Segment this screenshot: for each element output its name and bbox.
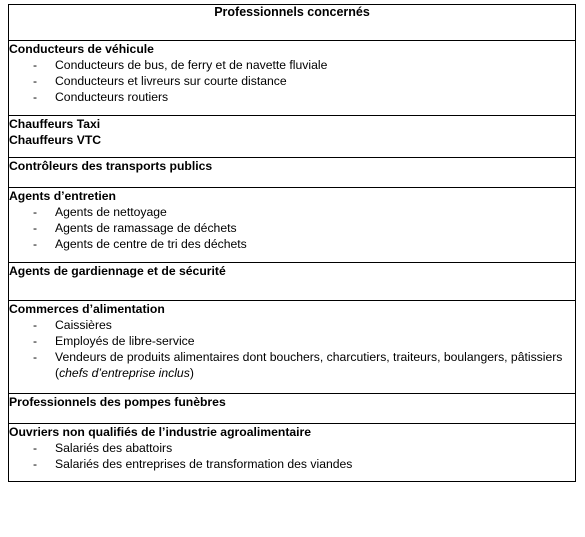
category-title: Contrôleurs des transports publics [9,159,213,173]
category-cell [9,41,576,116]
list-item [9,204,575,220]
dash-bullet: - [33,334,38,348]
list-item [9,317,575,333]
list-item [9,236,575,252]
list-item-text: Conducteurs de bus, de ferry et de navette fluviale [55,58,328,72]
category-title: Commerces d’alimentation [9,302,165,316]
category-title: Chauffeurs VTC [9,133,102,147]
dash-bullet: - [33,237,38,251]
category-cell [9,301,576,394]
list-item-text: Caissières [55,318,112,332]
list-item-text: Salariés des entreprises de transformation des viandes [55,457,353,471]
table-row [9,158,576,188]
table-row [9,263,576,301]
dash-bullet: - [33,90,38,104]
table-row [9,301,576,394]
list-item [9,73,575,89]
category-title: Agents de gardiennage et de sécurité [9,264,226,278]
table-row [9,188,576,263]
dash-bullet: - [33,318,38,332]
item-list [9,57,575,105]
table-row [9,394,576,424]
category-cell [9,424,576,482]
dash-bullet: - [33,350,38,364]
table-header: Professionnels concernés [9,5,576,41]
category-cell [9,188,576,263]
category-cell [9,116,576,158]
dash-bullet: - [33,441,38,455]
dash-bullet: - [33,74,38,88]
category-cell [9,263,576,301]
dash-bullet: - [33,221,38,235]
dash-bullet: - [33,457,38,471]
list-item [9,57,575,73]
list-item-text: Employés de libre-service [55,334,195,348]
list-item-text: Agents de nettoyage [55,205,167,219]
list-item-text: Salariés des abattoirs [55,441,173,455]
list-item: - Vendeurs de produits alimentaires dont bouchers, charcutiers, traiteurs, boulangers, pâtissiers (chefs d’entreprise inclus) [33,350,563,380]
item-list [9,204,575,252]
table-row [9,424,576,482]
item-list [9,440,575,472]
category-title: Ouvriers non qualifiés de l’industrie agroalimentaire [9,425,312,439]
dash-bullet: - [33,58,38,72]
category-title: Conducteurs de véhicule [9,42,154,56]
category-title: Professionnels des pompes funèbres [9,395,226,409]
item-note: chefs d’entreprise inclus [59,366,190,380]
list-item-text: Conducteurs et livreurs sur courte distance [55,74,287,88]
list-item [9,220,575,236]
list-item-text: Agents de centre de tri des déchets [55,237,247,251]
list-item-text: Agents de ramassage de déchets [55,221,237,235]
category-cell [9,158,576,188]
table-row [9,116,576,158]
category-title: Agents d’entretien [9,189,116,203]
list-item [9,333,575,349]
dash-bullet: - [33,205,38,219]
list-item [9,440,575,456]
list-item-text: Conducteurs routiers [55,90,169,104]
item-list [9,317,575,381]
table-row [9,41,576,116]
professionals-table [8,4,576,482]
category-title: Chauffeurs Taxi [9,117,101,131]
list-item-text: Vendeurs de produits alimentaires dont bouchers, charcutiers, traiteurs, boulangers, pâtissiers [55,350,563,364]
category-cell [9,394,576,424]
list-item [9,89,575,105]
list-item [9,456,575,472]
